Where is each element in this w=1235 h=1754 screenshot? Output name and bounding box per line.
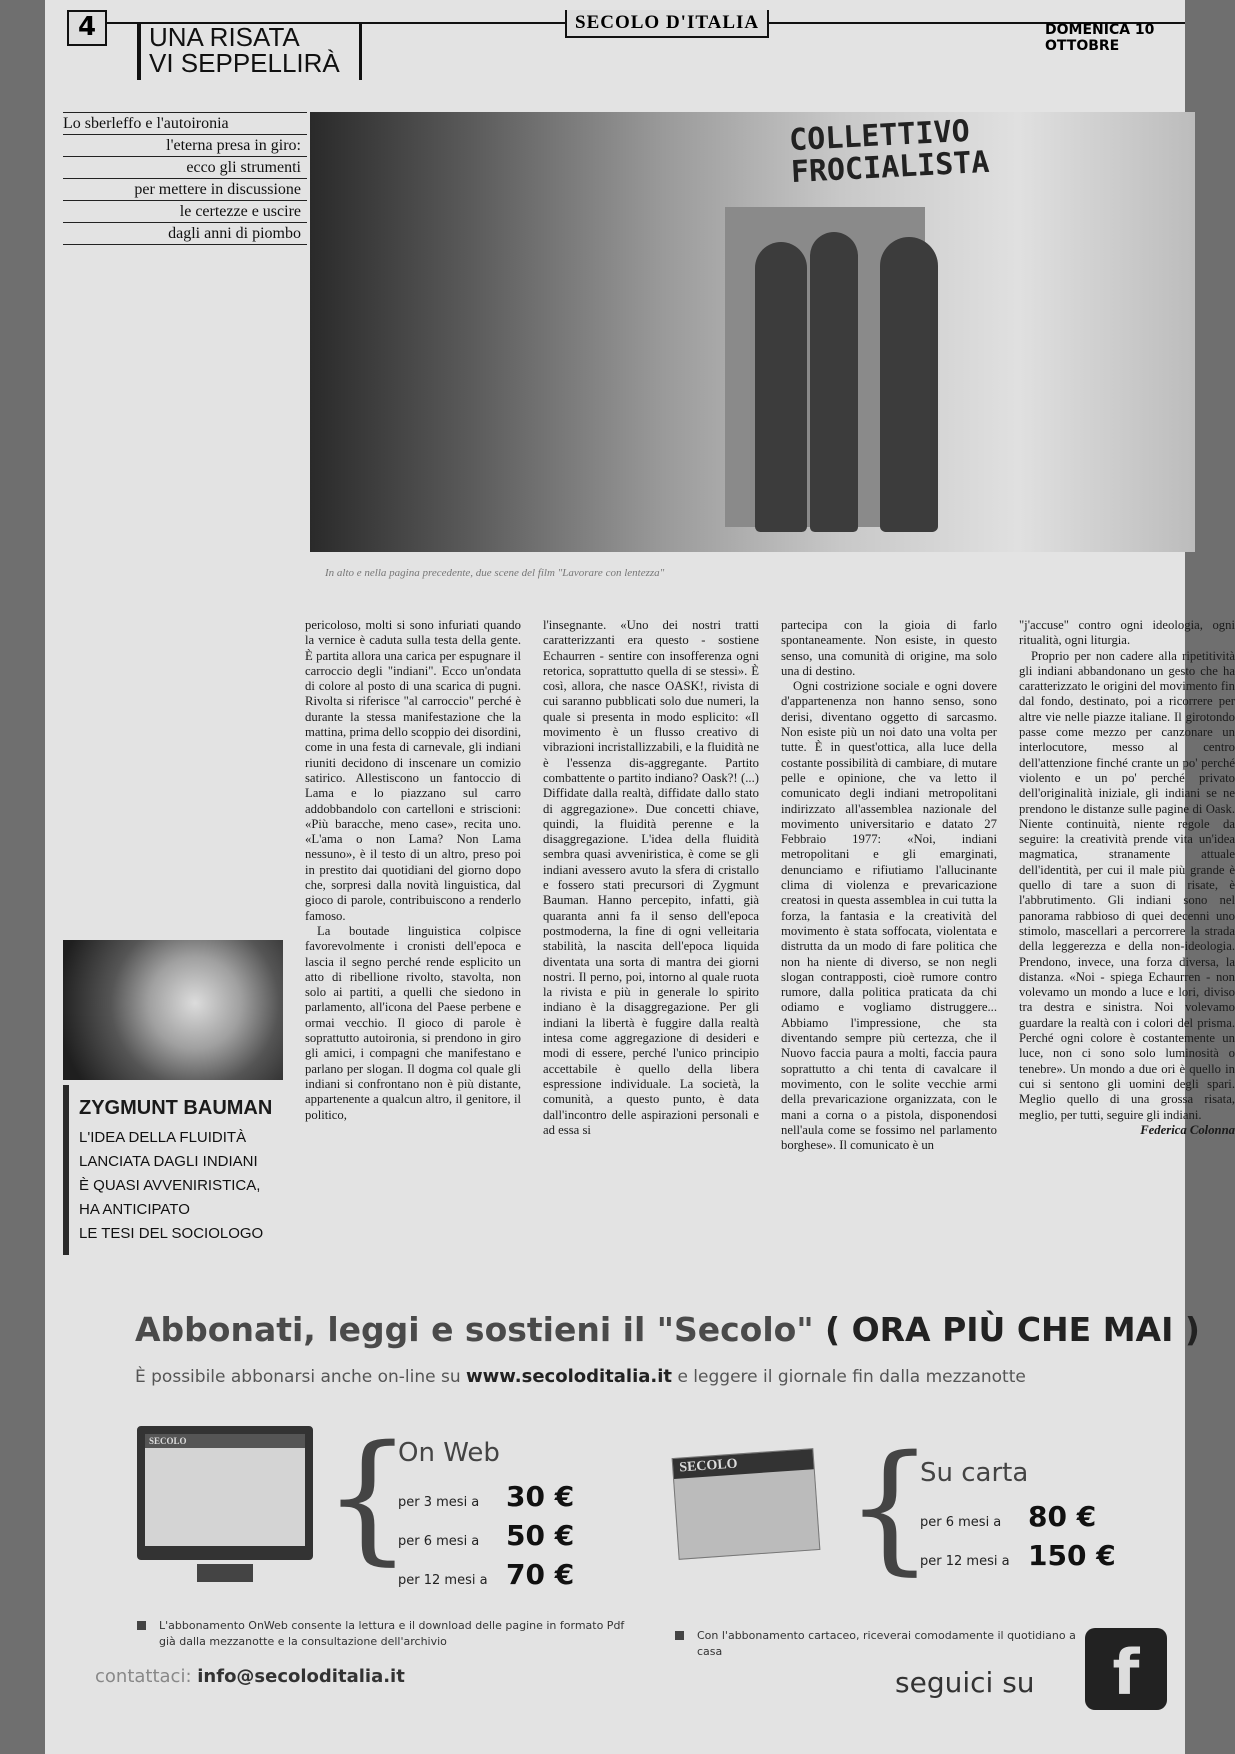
newspaper-name: SECOLO D'ITALIA <box>565 10 769 38</box>
facebook-icon[interactable]: f <box>1085 1628 1167 1710</box>
paper-note <box>675 1628 1077 1660</box>
ad-website-link[interactable]: www.secoloditalia.it <box>466 1366 673 1387</box>
newspaper-page <box>45 0 1235 1754</box>
subscription-ad <box>55 1288 1200 1738</box>
web-offer <box>398 1438 574 1597</box>
monitor-masthead: SECOLO <box>145 1434 305 1448</box>
kicker-line: per mettere in discussione <box>63 179 307 201</box>
bio-name: ZYGMUNT BAUMAN <box>79 1097 273 1119</box>
rubric-line-1: UNA RISATA <box>149 22 300 52</box>
bauman-box <box>63 1085 283 1255</box>
kicker-line: ecco gli strumenti <box>63 157 307 179</box>
bio-line: LANCIATA DAGLI INDIANI <box>79 1153 258 1170</box>
article-column-3 <box>781 618 997 1258</box>
price-row <box>398 1558 574 1597</box>
photo-person <box>880 237 938 532</box>
bio-text <box>79 1126 283 1246</box>
section-rubric <box>137 24 362 80</box>
newspaper-masthead: SECOLO <box>673 1449 814 1479</box>
price-row <box>398 1480 574 1519</box>
web-note <box>137 1618 629 1650</box>
ad-title <box>135 1310 1200 1349</box>
paper-offer <box>920 1458 1116 1578</box>
price-row <box>920 1500 1116 1539</box>
paragraph: partecipa con la gioia di farlo spontaneamente. Non esiste, in questo senso, una comunità di origine, ma solo una di destino. <box>781 618 997 678</box>
web-note-text: L'abbonamento OnWeb consente la lettura e il download delle pagine in formato Pdf già dalla mezzanotte e la consultazione dell'archivio <box>159 1619 625 1648</box>
paragraph: l'insegnante. «Uno dei nostri tratti caratterizzanti era questo - sostiene Echaurren - sentire con insofferenza ogni retorica, soprattutto quella di se stessi». È così, allora, che nasce OASK!, rivista di cui saranno pubblicati solo due numeri, la quale si presenta in modo esplicito: «Il movimento è un flusso creativo di vibrazioni incristallizzabili, e la fluidità ne è l'essenza dis-aggregante. Partito combattente o partito indiano? Oask?! (...) Diffidate dalla realtà, diffidate dallo stato di aggregazione». Due concetti chiave, quindi, la fluidità perenne e la disaggregazione. L'idea della fluidità sembra quasi avveniristica, è come se gli indiani avessero avuto la sfera di cristallo e fossero stati precursori di Zygmunt Bauman. Hanno percepito, infatti, già quaranta anni fa il senso dell'epoca postmoderna, la fine di ogni velleitaria stabilità, la nascita dell'epoca liquida diventata una sorta di mantra dei giorni nostri. Il perno, poi, intorno al quale ruota la rivista e più in generale lo spirito indiano è la disaggregazione. Per gli indiani la libertà è fuggire dalla realtà intesa come aggregazione di desideri e modi di essere, perché l'unico principio accettabile è quello della libera espressione individuale. La società, la comunità, a questo punto, è data dall'incontro delle aspirazioni personali e ad essa si <box>543 618 759 1137</box>
ad-sub-pre: È possibile abbonarsi anche on-line su <box>135 1367 461 1387</box>
issue-date: DOMENICA 10 OTTOBRE <box>1045 22 1155 54</box>
price-value: 150 € <box>1028 1539 1116 1572</box>
photo-graffiti <box>788 115 990 189</box>
photo-caption: In alto e nella pagina precedente, due scene del film "Lavorare con lentezza" <box>325 567 665 579</box>
ad-subtitle <box>135 1366 1026 1387</box>
newspaper-icon <box>672 1448 821 1560</box>
article-kicker <box>63 112 307 245</box>
paper-offer-heading: Su carta <box>920 1458 1029 1488</box>
price-row <box>398 1519 574 1558</box>
ad-title-main: Abbonati, leggi e sostieni il "Secolo" <box>135 1310 814 1349</box>
kicker-line: le certezze e uscire <box>63 201 307 223</box>
contact-line <box>95 1666 405 1687</box>
article-column-1 <box>305 618 521 1258</box>
price-label: per 12 mesi a <box>920 1554 1010 1569</box>
web-offer-heading: On Web <box>398 1438 500 1468</box>
bullet-icon <box>675 1631 684 1640</box>
price-label: per 6 mesi a <box>920 1515 1002 1530</box>
price-value: 30 € <box>506 1480 575 1513</box>
paragraph: Ogni costrizione sociale e ogni dovere d'appartenenza non hanno senso, sono derisi, diventano oggetto di sarcasmo. Non esiste più un noi dato una volta per tutte. È in quest'ottica, alla luce della costante possibilità di cambiare, di mutare pelle e opinione, che va letto il comunicato degli indiani metropolitani indirizzato all'assemblea nazionale del movimento universitario e datato 27 Febbraio 1977: «Noi, indiani metropolitani e gli emarginati, denunciamo e rifiutiamo l'allucinante clima di violenza e prevaricazione creatosi in questa assemblea in cui tutta la forza, la fantasia e la creatività del movimento è stata soffocata, violentata e distrutta da un modo di fare politica che non ha niente di diverso, se non negli slogan contrapposti, cioè rumore contro rumore, dalla politica praticata da chi odiamo e vogliamo distruggere... Abbiamo l'impressione, che sta diventando sempre più certezza, che il Nuovo faccia paura a molti, faccia paura soprattutto a chi tenta di cavalcare il movimento, con le solite vecchie armi della prevaricazione organizzata, con le mani a corna o a pistola, disponendosi nell'aula come se fossimo nel parlamento borghese». Il comunicato è un <box>781 679 997 1153</box>
article-column-2 <box>543 618 759 1258</box>
paragraph: La boutade linguistica colpisce favorevolmente i cronisti dell'epoca e lascia il segno perché rende esplicito un atto di ribellione rivolto, stavolta, non solo ai partiti, a quelli che siedono in parlamento, all'icona del Paese perbene e ormai vecchio. Il gioco di parole è soprattutto autoironia, si prendono in giro gli amici, i compagni che manifestano e parlano per slogan. Il dogma col quale gli indiani si confrontano non è più distante, appartenente a qualcun altro, il genitore, il politico, <box>305 923 521 1122</box>
photo-person <box>755 242 807 532</box>
price-label: per 12 mesi a <box>398 1573 488 1588</box>
bullet-icon <box>137 1621 146 1630</box>
paragraph: pericoloso, molti si sono infuriati quando la vernice è caduta sulla testa della gente. È partita allora una carica per espugnare il carroccio degli "indiani". Ecco un'ondata di colore al posto di una scarica di pugni. Rivolta si riferisce "al carroccio" perché è durante la stessa manifestazione che la mattina, prima dello scoppio dei disordini, come in una festa di carnevale, gli indiani riuniti decidono di inscenare un comizio satirico. Allestiscono un fantoccio di Lama e lo piazzano sul carro addobbandolo con cartelloni e striscioni: «Più baracche, meno case», recita uno. «L'ama o non Lama? Non Lama nessuno», è il testo di un altro, preso poi in prestito dai quotidiani del giorno dopo che, sorpresi dalla novità linguistica, dal gioco di parole, contribuiscono a renderlo famoso. <box>305 618 521 923</box>
kicker-line: dagli anni di piombo <box>63 223 307 245</box>
price-row <box>920 1539 1116 1578</box>
bio-line: LE TESI DEL SOCIOLOGO <box>79 1225 264 1242</box>
rubric-line-2: VI SEPPELLIRÀ <box>149 48 340 78</box>
follow-label: seguici su <box>895 1666 1035 1699</box>
ad-title-paren: ( ORA PIÙ CHE MAI ) <box>825 1310 1200 1349</box>
bauman-portrait <box>63 940 283 1080</box>
bio-line: È QUASI AVVENIRISTICA, <box>79 1177 261 1194</box>
graffiti-line-1: COLLETTIVO <box>788 113 971 159</box>
contact-label: contattaci: <box>95 1666 192 1687</box>
contact-email-link[interactable]: info@secoloditalia.it <box>197 1666 405 1687</box>
price-label: per 3 mesi a <box>398 1495 480 1510</box>
paper-note-text: Con l'abbonamento cartaceo, riceverai comodamente il quotidiano a casa <box>697 1629 1076 1658</box>
film-still-photo <box>310 112 1195 552</box>
price-value: 70 € <box>506 1558 575 1591</box>
brace-icon: { <box>323 1416 413 1579</box>
ad-sub-post: e leggere il giornale fin dalla mezzanotte <box>677 1367 1026 1387</box>
graffiti-line-2: FROCIALISTA <box>790 144 991 191</box>
bio-line: HA ANTICIPATO <box>79 1201 190 1218</box>
price-value: 50 € <box>506 1519 575 1552</box>
photo-person <box>810 232 858 532</box>
page-header <box>45 0 1185 90</box>
paragraph: "j'accuse" contro ogni ideologia, ogni ritualità, ogni liturgia. <box>1019 618 1235 648</box>
kicker-line: l'eterna presa in giro: <box>63 135 307 157</box>
page-number: 4 <box>67 10 107 46</box>
bio-line: L'IDEA DELLA FLUIDITÀ <box>79 1129 247 1146</box>
article-body <box>305 618 1235 1258</box>
author-signature: Federica Colonna <box>1140 1122 1235 1137</box>
price-value: 80 € <box>1028 1500 1097 1533</box>
monitor-stand <box>197 1564 253 1582</box>
brace-icon: { <box>845 1426 935 1589</box>
paragraph: Proprio per non cadere alla ripetitività gli indiani abbandonano un gesto che ha caratterizzato le origini del movimento fin dal fondo, destinato, poi a ricorrere per altre vie nelle piazze italiane. Il girotondo passe come mezzo per canzonare un interlocutore, messo al centro dell'attenzione finché crante un po' perché violento e un po' perché privato dell'originalità iniziale, gli indiani se ne prendono le distanze sulle pagine di Oask. Niente continuità, niente regole da seguire: la creatività prende vita un'idea magmatica, stranamente attuale dell'identità, per cui il male più grande è quello di tare a suon di risate, è l'abbrutimento. Gli indiani sono nel panorama rabbioso di quei decenni uno stimolo, mascellari a percorrere la strada della leggerezza e della non-ideologia. Prendono, invece, una forza diversa, la distanza. «Noi - spiega Echaurren - non volevamo un mondo a luce e lori, diviso tra destra e sinistra. Noi volevamo guardare la realtà con i colori del prisma. Perché ogni colore è costantemente un luce, non ci sono solo luminosità o tenebre». Un mondo a due ori è quello in cui si sentono gli uomini degli spari. Meglio quello di una grossa risata, meglio, per tutti, seguire gli indiani. <box>1019 648 1235 1122</box>
kicker-line: Lo sberleffo e l'autoironia <box>63 112 307 135</box>
price-label: per 6 mesi a <box>398 1534 480 1549</box>
article-column-4 <box>1019 618 1235 1258</box>
monitor-icon <box>137 1426 313 1560</box>
